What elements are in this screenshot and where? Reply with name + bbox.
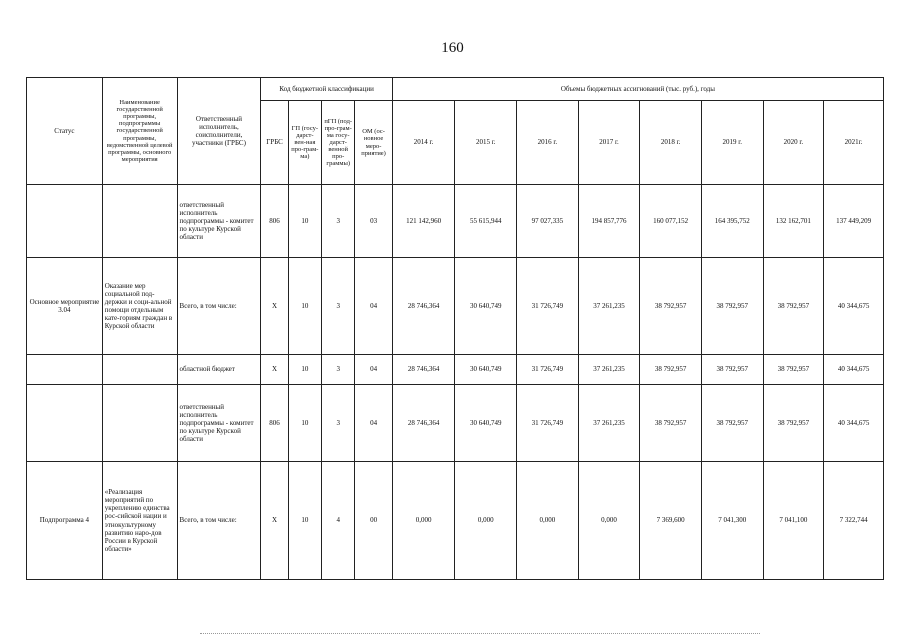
status-cell: Основное мероприятие 3.04	[27, 258, 103, 355]
header-year: 2019 г.	[701, 101, 763, 185]
om-cell: 04	[355, 385, 392, 462]
amount-cell: 30 640,749	[455, 355, 517, 385]
header-allocations: Объемы бюджетных ассигнований (тыс. руб.), годы	[392, 78, 883, 101]
header-pgp: пГП (под-про-грам-ма госу-дарст-венной про-граммы)	[322, 101, 355, 185]
amount-cell: 0,000	[455, 462, 517, 580]
amount-cell: 31 726,749	[517, 385, 579, 462]
amount-cell: 132 162,701	[763, 185, 824, 258]
amount-cell: 38 792,957	[640, 355, 702, 385]
header-budget-code: Код бюджетной классификации	[261, 78, 392, 101]
budget-table	[26, 77, 884, 580]
table-row	[27, 385, 884, 462]
amount-cell: 7 041,100	[763, 462, 824, 580]
table-row	[27, 258, 884, 355]
amount-cell: 7 041,300	[701, 462, 763, 580]
gp-cell: 10	[288, 258, 321, 355]
budget-body	[27, 185, 884, 580]
amount-cell: 31 726,749	[517, 355, 579, 385]
program-name-cell	[102, 385, 177, 462]
header-year: 2016 г.	[517, 101, 579, 185]
amount-cell: 31 726,749	[517, 258, 579, 355]
amount-cell: 97 027,335	[517, 185, 579, 258]
gp-cell: 10	[288, 462, 321, 580]
amount-cell: 38 792,957	[763, 385, 824, 462]
status-cell	[27, 185, 103, 258]
status-cell	[27, 355, 103, 385]
amount-cell: 38 792,957	[640, 258, 702, 355]
amount-cell: 30 640,749	[455, 385, 517, 462]
program-name-cell	[102, 355, 177, 385]
program-name-cell	[102, 185, 177, 258]
om-cell: 00	[355, 462, 392, 580]
om-cell: 04	[355, 355, 392, 385]
amount-cell: 164 395,752	[701, 185, 763, 258]
amount-cell: 160 077,152	[640, 185, 702, 258]
amount-cell: 40 344,675	[824, 355, 884, 385]
header-year: 2017 г.	[578, 101, 640, 185]
header-grbs: ГРБС	[261, 101, 288, 185]
header-year: 2020 г.	[763, 101, 824, 185]
grbs-cell: Х	[261, 355, 288, 385]
status-cell: Подпрограмма 4	[27, 462, 103, 580]
amount-cell: 37 261,235	[578, 385, 640, 462]
header-year: 2015 г.	[455, 101, 517, 185]
amount-cell: 7 369,600	[640, 462, 702, 580]
table-row	[27, 462, 884, 580]
pgp-cell: 3	[322, 185, 355, 258]
header-responsible: Ответственный исполнитель, соисполнители, участники (ГРБС)	[177, 78, 261, 185]
amount-cell: 0,000	[392, 462, 455, 580]
amount-cell: 28 746,364	[392, 258, 455, 355]
amount-cell: 40 344,675	[824, 258, 884, 355]
amount-cell: 38 792,957	[763, 258, 824, 355]
amount-cell: 40 344,675	[824, 385, 884, 462]
responsible-cell: Всего, в том числе:	[177, 462, 261, 580]
amount-cell: 38 792,957	[763, 355, 824, 385]
om-cell: 04	[355, 258, 392, 355]
status-cell	[27, 385, 103, 462]
amount-cell: 38 792,957	[701, 258, 763, 355]
amount-cell: 137 449,209	[824, 185, 884, 258]
responsible-cell: Всего, в том числе:	[177, 258, 261, 355]
amount-cell: 0,000	[578, 462, 640, 580]
header-year: 2014 г.	[392, 101, 455, 185]
amount-cell: 7 322,744	[824, 462, 884, 580]
pgp-cell: 4	[322, 462, 355, 580]
responsible-cell: областной бюджет	[177, 355, 261, 385]
responsible-cell: ответственный исполнитель подпрограммы - комитет по культуре Курской области	[177, 185, 261, 258]
header-om: ОМ (ос-новное меро-приятие)	[355, 101, 392, 185]
amount-cell: 28 746,364	[392, 355, 455, 385]
page-number: 160	[441, 40, 464, 56]
footer-divider	[200, 633, 760, 635]
pgp-cell: 3	[322, 385, 355, 462]
pgp-cell: 3	[322, 258, 355, 355]
header-year: 2021г.	[824, 101, 884, 185]
header-gp: ГП (госу-дарст-вен-ная про-грам-ма)	[288, 101, 321, 185]
program-name-cell: «Реализация мероприятий по укреплению единства рос-сийской нации и этнокультурному развитию наро-дов России в Курской области»	[102, 462, 177, 580]
header-year: 2018 г.	[640, 101, 702, 185]
program-name-cell: Оказание мер социальной под-держки и соци-альной помощи отдельным кате-гориям граждан в Курской области	[102, 258, 177, 355]
amount-cell: 37 261,235	[578, 355, 640, 385]
amount-cell: 38 792,957	[701, 385, 763, 462]
table-row	[27, 355, 884, 385]
grbs-cell: Х	[261, 258, 288, 355]
header-status: Статус	[27, 78, 103, 185]
grbs-cell: 806	[261, 385, 288, 462]
amount-cell: 38 792,957	[640, 385, 702, 462]
header-program-name: Наименование государственной программы, подпрограммы государственной программы, ведомственной целевой программы, основного мероприятия	[102, 78, 177, 185]
grbs-cell: Х	[261, 462, 288, 580]
header-row-1	[27, 78, 884, 101]
gp-cell: 10	[288, 355, 321, 385]
amount-cell: 194 857,776	[578, 185, 640, 258]
amount-cell: 55 615,944	[455, 185, 517, 258]
grbs-cell: 806	[261, 185, 288, 258]
amount-cell: 121 142,960	[392, 185, 455, 258]
gp-cell: 10	[288, 385, 321, 462]
amount-cell: 0,000	[517, 462, 579, 580]
amount-cell: 38 792,957	[701, 355, 763, 385]
table-row	[27, 185, 884, 258]
amount-cell: 30 640,749	[455, 258, 517, 355]
om-cell: 03	[355, 185, 392, 258]
pgp-cell: 3	[322, 355, 355, 385]
gp-cell: 10	[288, 185, 321, 258]
amount-cell: 37 261,235	[578, 258, 640, 355]
amount-cell: 28 746,364	[392, 385, 455, 462]
responsible-cell: ответственный исполнитель подпрограммы - комитет по культуре Курской области	[177, 385, 261, 462]
